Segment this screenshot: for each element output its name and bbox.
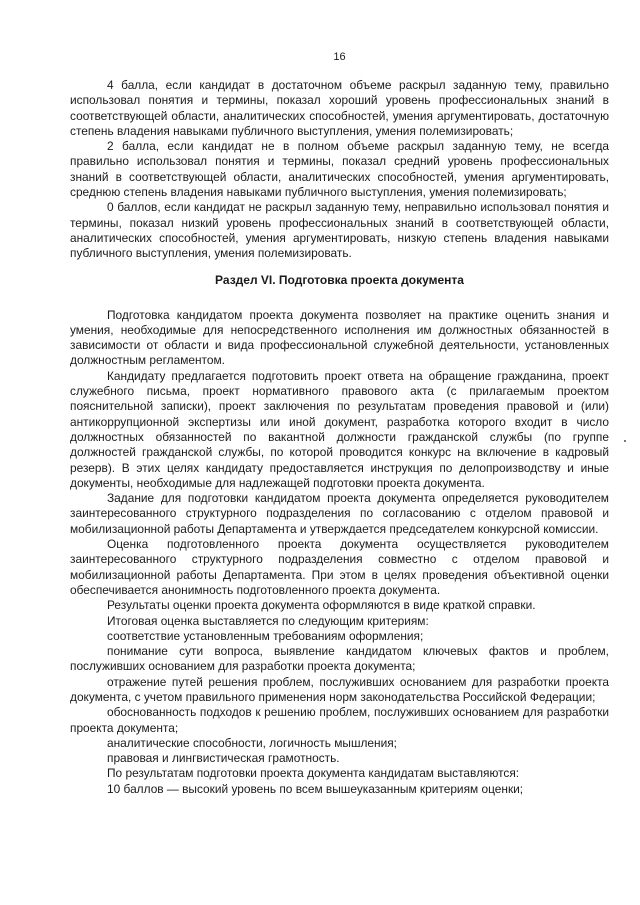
criterion-literacy: правовая и лингвистическая грамотность. — [107, 751, 340, 766]
paragraph-scoring-intro: По результатам подготовки проекта документа кандидатам выставляются: — [107, 766, 520, 781]
section-heading: Раздел VI. Подготовка проекта документа — [215, 272, 464, 287]
paragraph-task-definition: Задание для подготовки кандидатом проекта документа определяется руководителем заинтересованного структурного подразделения по согласованию с отделом правовой и мобилизационной работы Департамента и утверждается председателем конкурсной комиссии. — [70, 491, 609, 536]
criterion-solutions: отражение путей решения проблем, послуживших основанием для разработки проекта документа, с учетом правильного применения норм законодательства Российской Федерации; — [70, 674, 609, 704]
criterion-approaches: обоснованность подходов к решению проблем, послуживших основанием для разработки проекта документа; — [70, 705, 609, 735]
paragraph-purpose: Подготовка кандидатом проекта документа позволяет на практике оценить знания и умения, необходимые для непосредственного исполнения им должностных обязанностей в зависимости от области и вида профессиональной служебной деятельности, установленных должностным регламентом. — [70, 307, 609, 368]
criterion-analytics: аналитические способности, логичность мышления; — [107, 735, 397, 750]
paragraph-results-note: Результаты оценки проекта документа оформляются в виде краткой справки. — [107, 598, 536, 613]
scan-artifact-mark — [624, 440, 626, 442]
paragraph-evaluation: Оценка подготовленного проекта документа осуществляется руководителем заинтересованного структурного подразделения совместно с отделом правовой и мобилизационной работы Департамента. При этом в целях проведения объективной оценки обеспечивается анонимность подготовленного проекта документа. — [70, 537, 609, 597]
page-number: 16 — [333, 51, 346, 63]
paragraph-criteria-intro: Итоговая оценка выставляется по следующим критериям: — [107, 613, 429, 628]
paragraph-score-2: 2 балла, если кандидат не в полном объеме раскрыл заданную тему, не всегда правильно использовал понятия и термины, показал средний уровень профессиональных знаний в соответствующей области, аналитических способностей, умения аргументировать, среднюю степень владения навыками публичного выступления, умения полемизировать; — [70, 139, 609, 200]
criterion-formatting: соответствие установленным требованиям оформления; — [107, 628, 424, 643]
criterion-understanding: понимание сути вопроса, выявление кандидатом ключевых фактов и проблем, послуживших основанием для разработки проекта документа; — [70, 644, 609, 674]
paragraph-task-types: Кандидату предлагается подготовить проект ответа на обращение гражданина, проект служебного письма, проект нормативного правового акта (с прилагаемым проектом пояснительной записки), проект заключения по результатам проведения правовой и (или) антикоррупционной экспертизы или иной документ, разработка которого входит в число должностных обязанностей по вакантной должности гражданской службы (по группе должностей гражданской службы, по которой проводится конкурс на включение в кадровый резерв). В этих целях кандидату предоставляется инструкция по делопроизводству и иные документы, необходимые для надлежащей подготовки проекта документа. — [70, 368, 609, 490]
paragraph-score-4: 4 балла, если кандидат в достаточном объеме раскрыл заданную тему, правильно использовал понятия и термины, показал хороший уровень профессиональных знаний в соответствующей области, аналитических способностей, умения аргументировать, достаточную степень владения навыками публичного выступления, умения полемизировать; — [70, 78, 609, 138]
paragraph-score-0: 0 баллов, если кандидат не раскрыл заданную тему, неправильно использовал понятия и термины, показал низкий уровень профессиональных знаний в соответствующей области, аналитических способностей, умения аргументировать, низкую степень владения навыками публичного выступления, умения полемизировать. — [70, 200, 609, 261]
page-content — [70, 78, 609, 797]
paragraph-score-10: 10 баллов — высокий уровень по всем вышеуказанным критериям оценки; — [107, 781, 524, 796]
